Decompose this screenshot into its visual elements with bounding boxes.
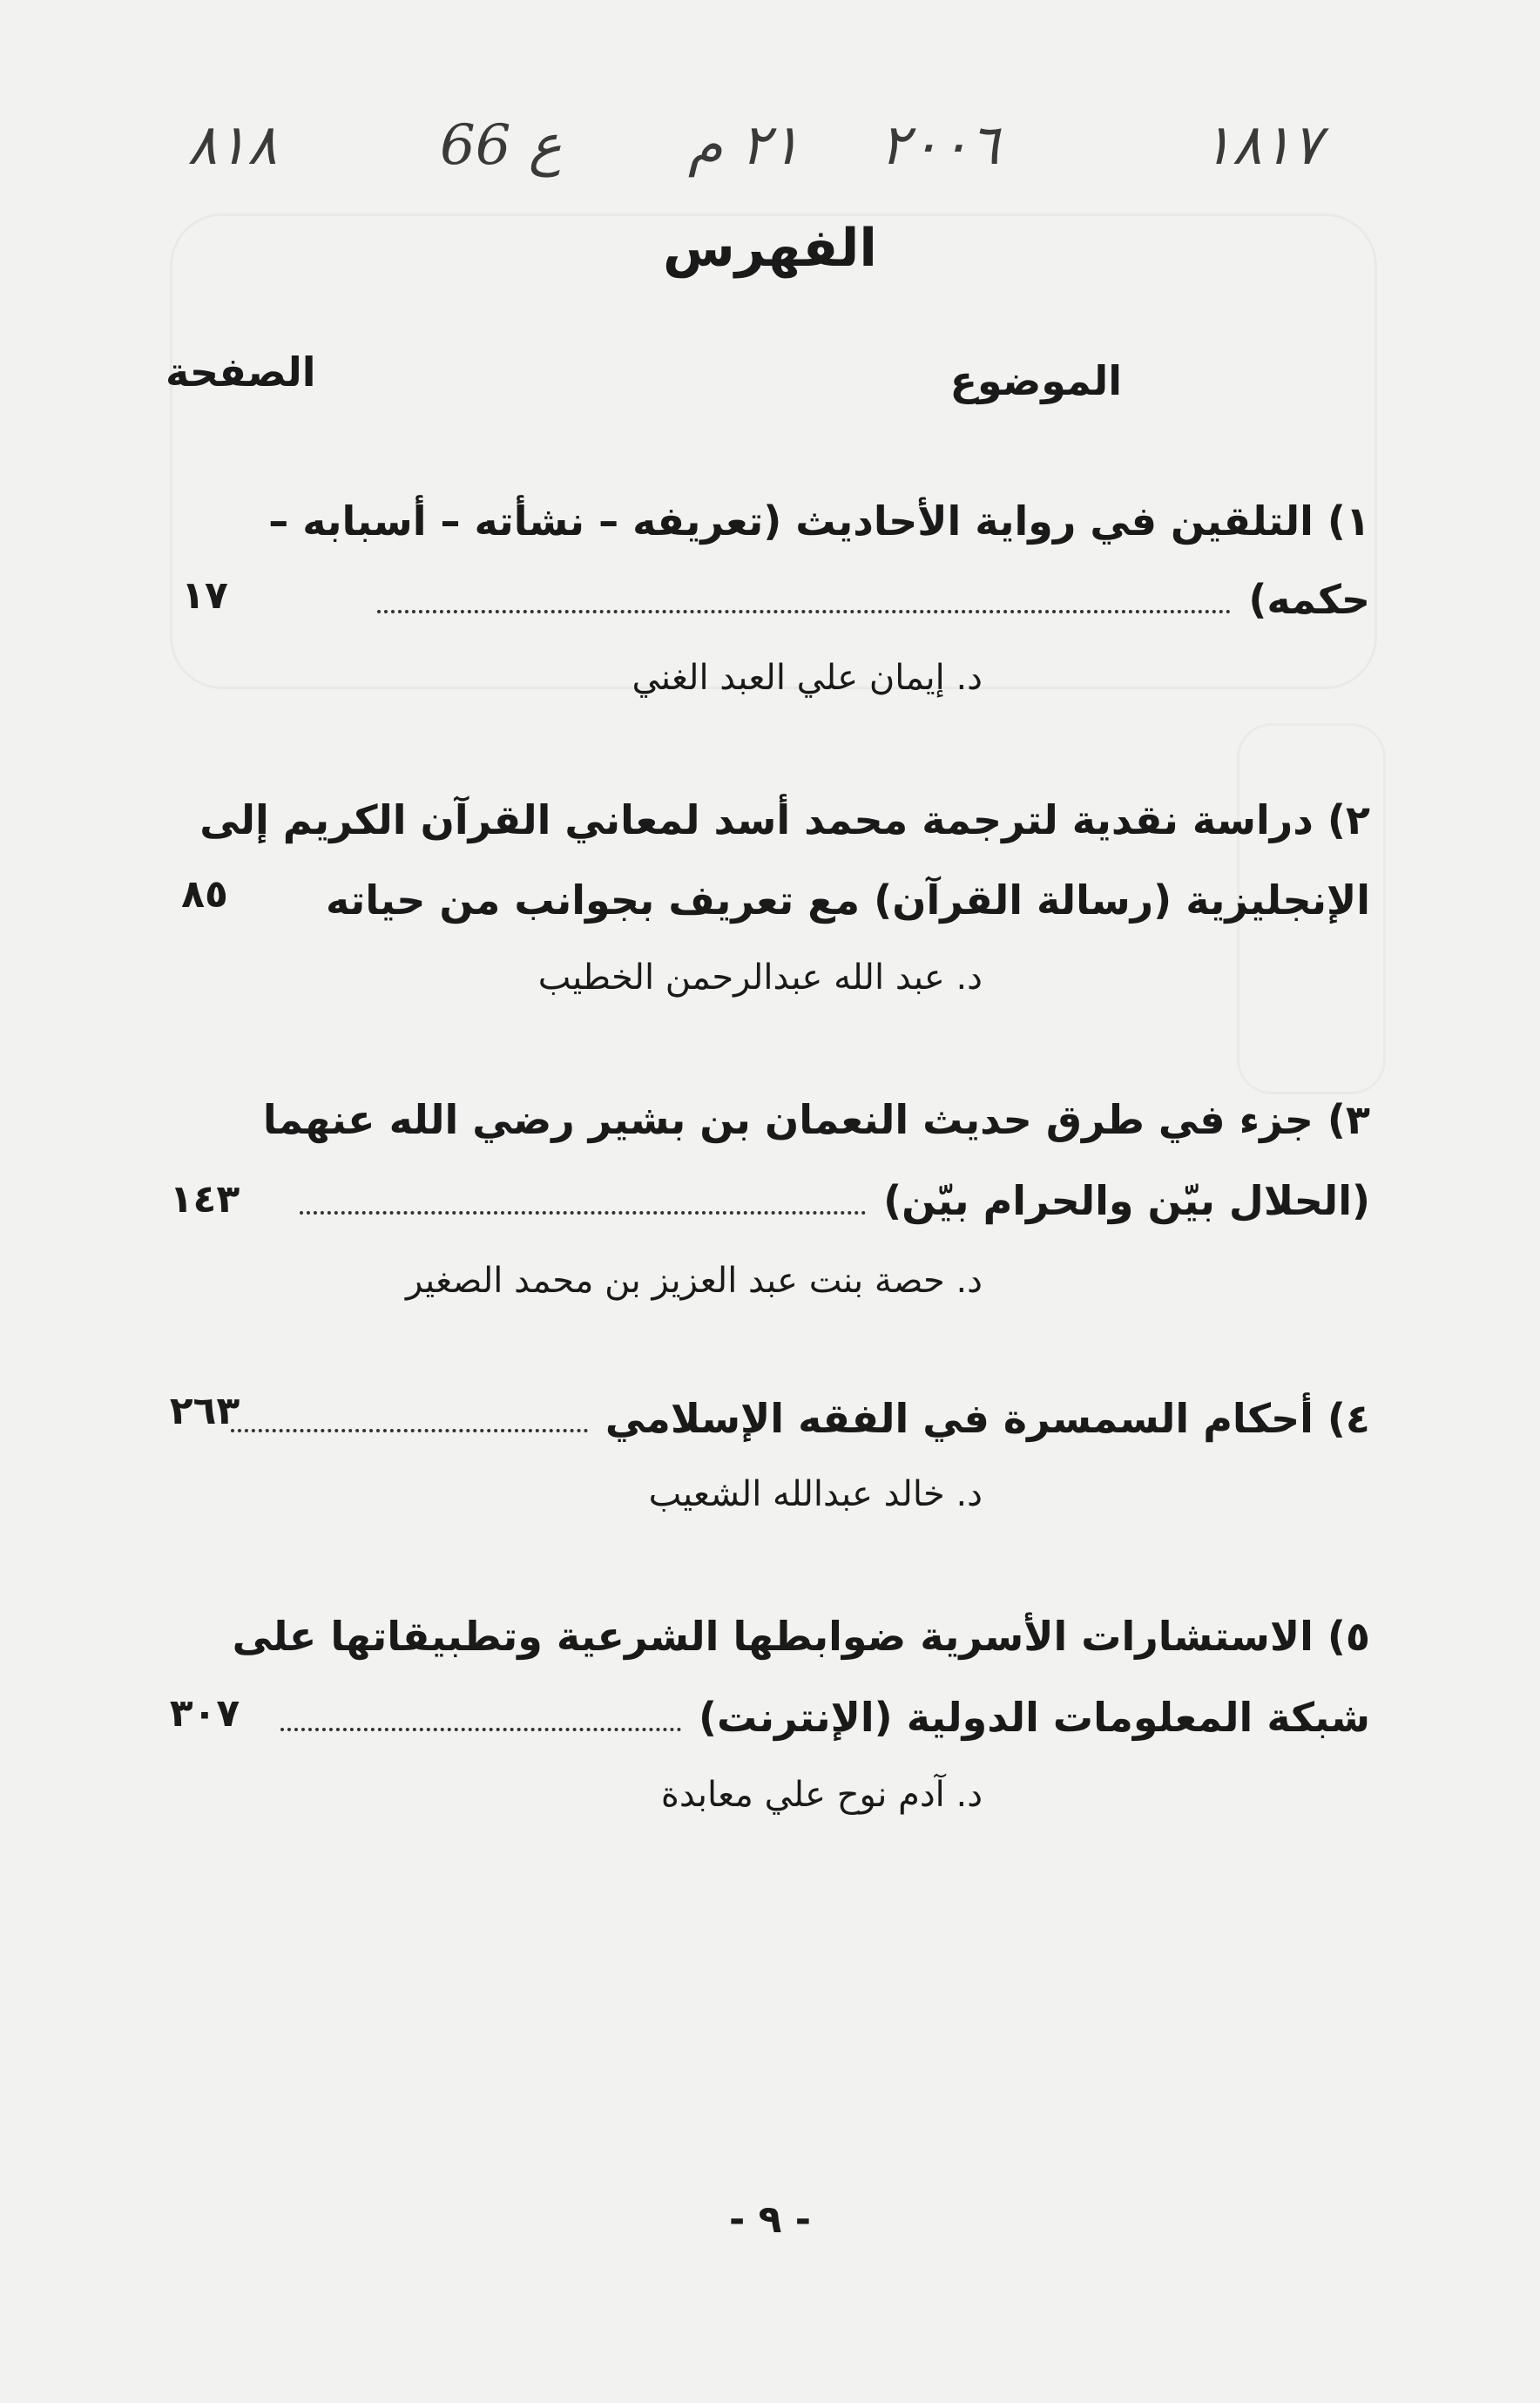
entry-title-line2: شبكة المعلومات الدولية (الإنترنت)	[280, 1697, 1370, 1737]
entry-title-line2: الإنجليزية (رسالة القرآن) مع تعريف بجوانب من حياته	[326, 877, 1370, 924]
handwritten-note: ٨١٨	[187, 113, 278, 178]
entry-title-line1: ١) التلقين في رواية الأحاديث (تعريفه – نشأته – أسبابه –	[268, 498, 1370, 545]
handwritten-note: ٢١ م	[688, 113, 800, 178]
entry-title-line2: (الحلال بيّن والحرام بيّن)	[300, 1181, 1370, 1221]
dot-leader	[231, 1428, 588, 1432]
entry-title-line1: ٤) أحكام السمسرة في الفقه الإسلامي	[231, 1398, 1370, 1438]
dot-leader	[377, 609, 1231, 613]
handwritten-note: 66 ع	[440, 113, 562, 178]
entry-page-number: ٢٦٣	[169, 1389, 240, 1433]
entry-author: د. إيمان علي العبد الغني	[632, 658, 983, 698]
page-column-header: الصفحة	[165, 349, 316, 396]
handwritten-note: ١٨١٧	[1202, 113, 1322, 178]
page-number-footer: - ٩ -	[728, 2197, 812, 2242]
entry-author: د. خالد عبدالله الشعيب	[648, 1474, 983, 1514]
dot-leader	[300, 1210, 866, 1215]
entry-page-number: ٣٠٧	[169, 1691, 240, 1736]
entry-page-number: ١٧	[181, 573, 228, 618]
dot-leader	[280, 1727, 681, 1731]
entry-title-line1: ٣) جزء في طرق حديث النعمان بن بشير رضي الله عنهما	[262, 1096, 1370, 1143]
entry-page-number: ١٤٣	[169, 1177, 240, 1222]
entry-page-number: ٨٥	[181, 872, 228, 917]
entry-title-line2: حكمه)	[377, 579, 1370, 619]
entry-author: د. حصة بنت عبد العزيز بن محمد الصغير	[405, 1261, 983, 1301]
handwritten-note: ٢٠٠٦	[880, 113, 1000, 178]
entry-author: د. عبد الله عبدالرحمن الخطيب	[537, 958, 983, 998]
page-title: الفهرس	[662, 218, 877, 279]
entry-author: د. آدم نوح علي معابدة	[660, 1775, 983, 1815]
entry-title-line1: ٢) دراسة نقدية لترجمة محمد أسد لمعاني القرآن الكريم إلى	[199, 796, 1370, 843]
topic-column-header: الموضوع	[949, 357, 1122, 404]
entry-title-line1: ٥) الاستشارات الأسرية ضوابطها الشرعية وتطبيقاتها على	[232, 1613, 1370, 1660]
